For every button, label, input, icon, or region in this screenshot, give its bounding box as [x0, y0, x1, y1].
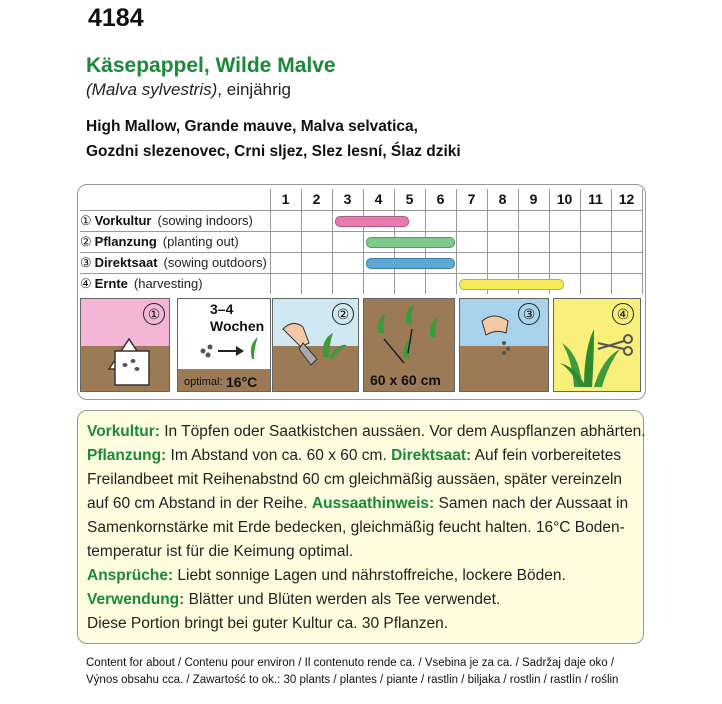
row-label: Ernte	[94, 276, 128, 291]
month-header: 9	[529, 191, 538, 207]
picture-harvesting	[553, 298, 641, 392]
lifecycle: , einjährig	[217, 80, 292, 99]
month-header: 5	[405, 191, 414, 207]
calendar-row-label	[80, 210, 270, 231]
keyword-verwendung: Verwendung:	[87, 591, 185, 608]
step-number-1: ①	[143, 303, 165, 325]
calendar-bar	[459, 279, 564, 290]
row-ordinal: ③	[80, 255, 92, 270]
text-reihe: auf 60 cm Abstand in der Reihe.	[87, 495, 308, 512]
keyword-vorkultur: Vorkultur:	[87, 423, 160, 440]
calendar-row-label	[80, 273, 270, 294]
instruction-line-2	[87, 444, 621, 468]
weeks-label: Wochen	[210, 318, 265, 334]
row-sublabel: (harvesting)	[133, 276, 203, 291]
optimal-temperature: 16°C	[226, 374, 258, 390]
row-label: Vorkultur	[94, 213, 152, 228]
text-pflanzung: Im Abstand von ca. 60 x 60 cm.	[166, 447, 387, 464]
row-ordinal: ②	[80, 234, 92, 249]
row-sublabel: (planting out)	[162, 234, 239, 249]
row-sublabel: (sowing outdoors)	[163, 255, 267, 270]
product-title: Käsepappel, Wilde Malve	[86, 54, 336, 77]
row-ordinal: ④	[80, 276, 92, 291]
keyword-direktsaat: Direktsaat:	[391, 447, 472, 464]
instruction-line-6: temperatur ist für die Keimung optimal.	[87, 543, 354, 560]
calendar-bar	[366, 237, 455, 248]
picture-direct-sowing	[459, 298, 549, 392]
grid-vline	[456, 189, 457, 294]
row-label: Direktsaat	[94, 255, 158, 270]
footer-line-1: Content for about / Contenu pour environ / Il contenuto rende ca. / Vsebina je za ca. / Sadržaj daje oko /	[86, 657, 615, 669]
calendar-bar	[335, 216, 409, 227]
picture-spacing	[363, 298, 455, 392]
step-number-2: ②	[332, 303, 354, 325]
text-ansprueche: Liebt sonnige Lagen und nährstoffreiche, lockere Böden.	[173, 567, 566, 584]
calendar-row-label	[80, 231, 270, 252]
month-header: 11	[588, 191, 603, 207]
keyword-ansprueche: Ansprüche:	[87, 567, 174, 584]
product-subtitle	[86, 80, 291, 100]
row-sublabel: (sowing indoors)	[157, 213, 253, 228]
common-names-line2: Gozdni slezenovec, Crni sljez, Slez lesní, Ślaz dziki	[86, 143, 461, 160]
month-header: 10	[556, 191, 573, 207]
weeks-value: 3–4	[210, 301, 234, 317]
step-number-3: ③	[518, 303, 540, 325]
common-names-line1: High Mallow, Grande mauve, Malva selvatica,	[86, 118, 418, 135]
optimal-label: optimal:	[184, 376, 223, 388]
instruction-line-7	[87, 564, 566, 588]
month-header: 1	[281, 191, 290, 207]
text-vorkultur: In Töpfen oder Saatkistchen aussäen. Vor dem Auspflanzen abhärten.	[159, 423, 646, 440]
instruction-line-9: Diese Portion bringt bei guter Kultur ca. 30 Pflanzen.	[87, 615, 449, 632]
instruction-line-3: Freilandbeet mit Reihenabstnd 60 cm gleichmäßig aussäen, später vereinzeln	[87, 471, 623, 488]
grid-vline	[580, 189, 581, 294]
text-verwendung: Blätter und Blüten werden als Tee verwendet.	[184, 591, 501, 608]
picture-sowing-indoors	[80, 298, 170, 392]
picture-germination	[177, 298, 271, 392]
month-header: 6	[436, 191, 445, 207]
calendar-bar	[366, 258, 455, 269]
grid-vline	[270, 189, 271, 294]
instruction-line-5: Samenkornstärke mit Erde bedecken, gleichmäßig feucht halten. 16°C Boden-	[87, 519, 625, 536]
keyword-pflanzung: Pflanzung:	[87, 447, 167, 464]
picture-planting-out	[272, 298, 359, 392]
instruction-line-1	[87, 420, 646, 444]
month-header: 4	[374, 191, 383, 207]
month-header: 3	[343, 191, 352, 207]
keyword-aussaathinweis: Aussaathinweis:	[311, 495, 435, 512]
month-header: 8	[498, 191, 507, 207]
grid-vline	[301, 189, 302, 294]
grid-vline	[363, 189, 364, 294]
grid-vline	[611, 189, 612, 294]
spacing-label: 60 x 60 cm	[370, 372, 441, 388]
latin-name: (Malva sylvestris)	[86, 80, 218, 99]
month-header: 7	[467, 191, 476, 207]
text-aussaathinweis: Samen nach der Aussaat in	[434, 495, 629, 512]
row-label: Pflanzung	[94, 234, 157, 249]
text-direktsaat: Auf fein vorbereitetes	[471, 447, 622, 464]
footer-line-2: Výnos obsahu cca. / Zawartość to ok.: 30 plants / plantes / piante / rastlin / biljaka / rostlin / rastlín / roślin	[86, 674, 619, 686]
instructions-box	[77, 410, 644, 644]
row-ordinal: ①	[80, 213, 92, 228]
month-header: 2	[312, 191, 321, 207]
step-number-4: ④	[612, 303, 634, 325]
grid-vline	[642, 189, 643, 294]
calendar-row-label	[80, 252, 270, 273]
instruction-line-4	[87, 492, 628, 516]
instruction-line-8	[87, 588, 500, 612]
grid-vline	[332, 189, 333, 294]
month-header: 12	[618, 191, 635, 207]
product-code: 4184	[88, 4, 144, 32]
